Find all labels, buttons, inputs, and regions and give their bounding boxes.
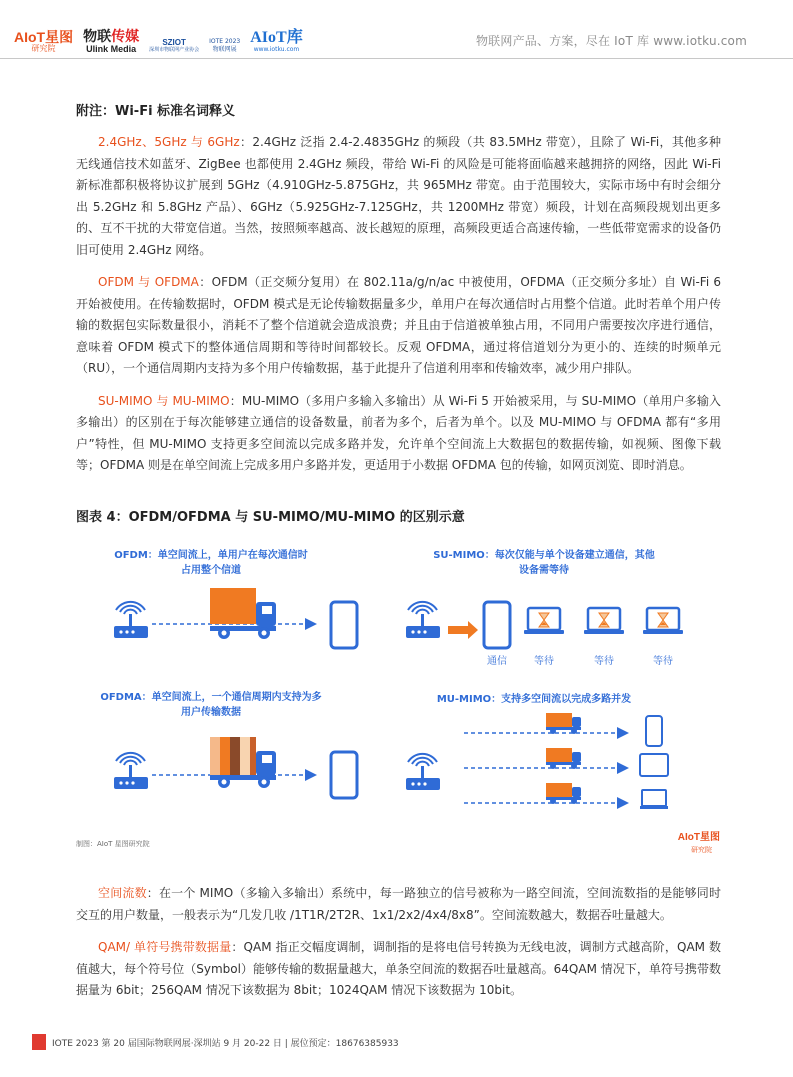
truck-multi-cargo-icon — [210, 737, 276, 788]
ofdma-title-line2: 用户传输数据 — [181, 707, 241, 718]
ofdma-title-line1: OFDMA：单空间流上，一个通信周期内支持为多 — [100, 692, 322, 703]
laptop-icon — [643, 608, 683, 634]
appendix-title: 附注：Wi-Fi 标准名词释义 — [76, 104, 236, 119]
iote-logo: IOTE 2023 物联网展 — [209, 38, 241, 53]
figure-watermark-line2: 研究院 — [691, 846, 712, 854]
term-ofdm: OFDM 与 OFDMA — [98, 275, 199, 289]
phone-icon — [484, 602, 510, 648]
ofdm-title-line2: 占用整个信道 — [181, 565, 241, 576]
router-icon — [114, 602, 148, 638]
truck-icon — [546, 748, 581, 769]
paragraph-ofdm: OFDM 与 OFDMA：OFDM（正交频分复用）在 802.11a/g/n/ac 中被使用，OFDMA（正交频分多址）自 Wi-Fi 6 开始被使用。在传输数据时，OFDM 模式是无论传输数据量多少，单用户在每次通信时占用整个信道。此时若单个用户传输的数据包实际数量很小，消耗不了整个信道就会造成浪费；并且由于信道被单独占用，不同用户需要按次序进行通信，意味着 OFDM 模式下的整体通信周期和等待时间都较长。反观 OFDMA，通过将信道划分为更小的、连续的时频单元（RU），一个通信周期内支持为多个用户传输数据，基于此提升了信道利用率和传输效率，减少用户排队。 — [76, 275, 721, 375]
label-wait: 等待 — [653, 656, 673, 667]
label-comm: 通信 — [487, 656, 507, 667]
paragraph-frequency: 2.4GHz、5GHz 与 6GHz：2.4GHz 泛指 2.4-2.4835GHz 的频段（共 83.5MHz 带宽），且除了 Wi-Fi，其他多种无线通信技术如蓝牙、ZigBee 也都使用 2.4GHz 频段，带给 Wi-Fi 的风险是可能将面临越来越拥挤的网络，因此 Wi-Fi 新标准都积极将协议扩展到 5GHz（4.910GHz-5.875GHz，共 965MHz 带宽。由于范围较大，实际市场中有时会细分出 5.2GHz 和 5.8GHz 产品）、6GHz（5.925GHz-7.125GHz，共 1200MHz 带宽）频段，计划在高频段规划出更多的、互不干扰的大带宽信道。当然，按照频率越高、波长越短的原理，高频段更适合高速传输，一些低带宽需求的设备仍旧可使用 2.4GHz 网络。 — [76, 135, 721, 257]
ulink-logo: 物联传媒 Ulink Media — [83, 29, 140, 54]
term-spatial-streams: 空间流数 — [98, 886, 147, 900]
label-wait: 等待 — [594, 656, 614, 667]
figure-caption: 图表 4：OFDM/OFDMA 与 SU-MIMO/MU-MIMO 的区别示意 — [76, 510, 465, 525]
router-icon — [406, 602, 440, 638]
term-mimo: SU-MIMO 与 MU-MIMO — [98, 393, 230, 408]
mumimo-title: MU-MIMO：支持多空间流以完成多路并发 — [436, 694, 632, 705]
aiot-logo: AIoT星图 研究院 — [14, 29, 74, 53]
figure-source: 制图：AIoT 星图研究院 — [76, 840, 150, 848]
router-icon — [406, 754, 440, 790]
ofdm-mimo-diagram — [76, 530, 721, 860]
paragraph-mimo: SU-MIMO 与 MU-MIMO：MU-MIMO（多用户多输入多输出）从 Wi-Fi 5 开始被采用，与 SU-MIMO（单用户多输入多输出）的区别在于每次能够建立通信的设备数量，前者为多个，后者为单个。以及 MU-MIMO 与 OFDMA 都有“多用户”特性，但 MU-MIMO 支持更多空间流以完成多路并发，允许单个空间流上大数据包的数据传输，如视频、图像下载等；OFDMA 则是在单空间流上完成多用户多路并发，更适用于小数据 OFDMA 包的传输，如网页浏览、即时消息。 — [76, 393, 721, 472]
term-qam: QAM/ 单符号携带数据量 — [98, 940, 232, 954]
sumimo-title-line1: SU-MIMO：每次仅能与单个设备建立通信，其他 — [433, 550, 655, 561]
label-wait: 等待 — [534, 656, 554, 667]
header-tagline: 物联网产品、方案，尽在 IoT 库 www.iotku.com — [475, 34, 747, 48]
sumimo-title-line2: 设备需等待 — [519, 565, 569, 576]
page-footer — [32, 1034, 399, 1050]
footer-accent-bar — [32, 1034, 46, 1050]
paragraph-spatial-streams: 空间流数：在一个 MIMO（多输入多输出）系统中，每一路独立的信号被称为一路空间流，空间流数指的是能够同时交互的用户数量，一般表示为“几发几收 /1T1R/2T2R、1x1/2x2/4x4/8x8”。空间流数越大，数据吞吐量越大。 — [76, 886, 721, 922]
truck-icon — [546, 713, 581, 734]
tablet-icon — [640, 754, 668, 776]
ofdm-title-line1: OFDM：单空间流上，单用户在每次通信时 — [114, 550, 308, 561]
truck-icon — [546, 783, 581, 804]
router-icon — [114, 753, 148, 789]
orange-arrow-icon — [448, 621, 478, 639]
footer-text: IOTE 2023 第 20 届国际物联网展·深圳站 9 月 20-22 日 | 展位预定：18676385933 — [52, 1038, 399, 1049]
laptop-icon — [584, 608, 624, 634]
page-header — [0, 0, 793, 58]
paragraph-qam: QAM/ 单符号携带数据量：QAM 指正交幅度调制，调制指的是将电信号转换为无线电波，调制方式越高阶，QAM 数值越大，每个符号位（Symbol）能够传输的数据量越大，单条空间流的数据吞吐量越高。64QAM 情况下，单符号携带数据量为 6bit；256QAM 情况下该数据为 8bit；1024QAM 情况下该数据为 10bit。 — [76, 940, 721, 997]
truck-icon — [210, 588, 276, 639]
glossary-section — [76, 883, 721, 1002]
phone-icon — [331, 752, 357, 798]
logo-strip — [14, 20, 303, 54]
iotku-logo: AIoT库 www.iotku.com — [250, 29, 303, 53]
header-divider — [0, 58, 793, 59]
term-frequency: 2.4GHz、5GHz 与 6GHz — [98, 135, 240, 149]
sziot-logo: SZIOT 深圳市物联网产业协会 — [149, 38, 200, 53]
laptop-icon — [524, 608, 564, 634]
laptop-icon — [640, 790, 668, 809]
phone-icon — [646, 716, 662, 746]
phone-icon — [331, 602, 357, 648]
figure-watermark-line1: AIoT星图 — [677, 832, 720, 843]
appendix-section — [76, 100, 721, 477]
